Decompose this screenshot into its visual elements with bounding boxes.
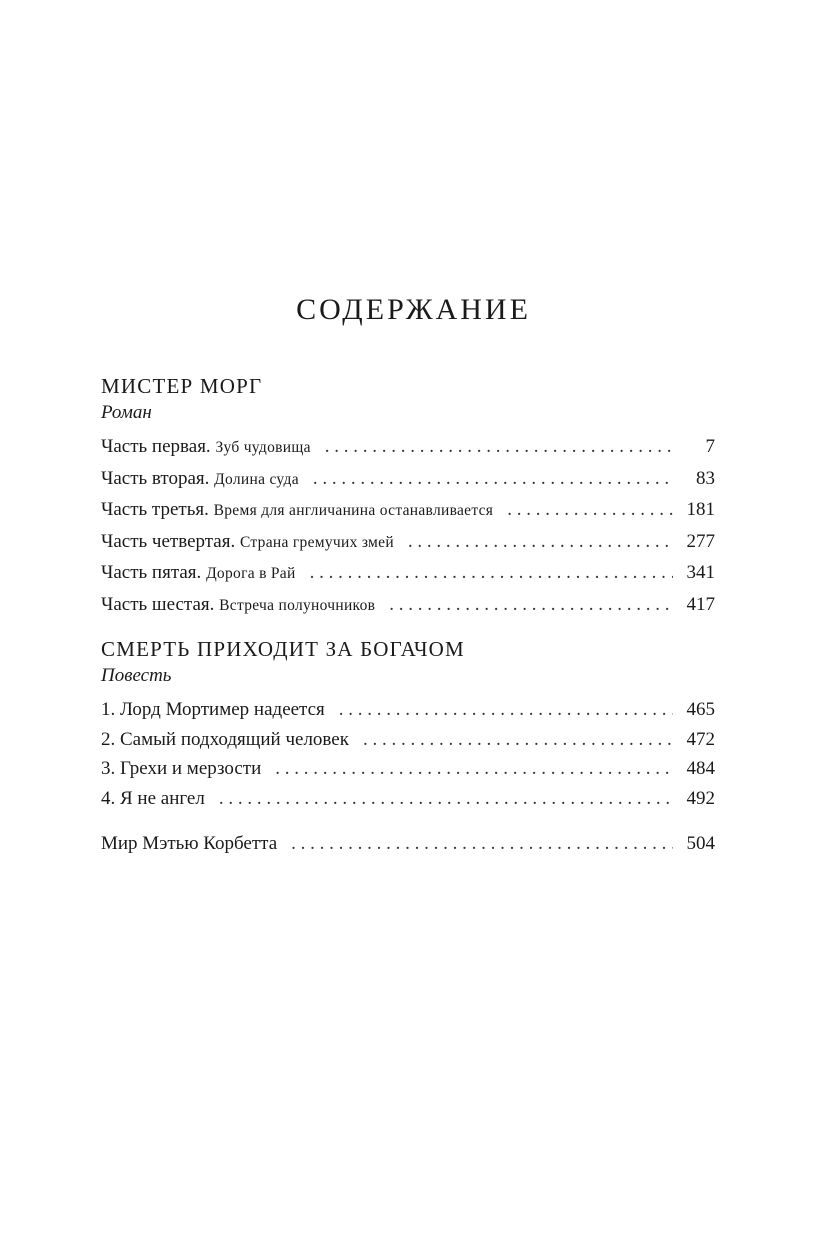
dot-leader [291, 829, 673, 860]
dot-leader [389, 590, 673, 621]
toc-entry[interactable] [101, 527, 715, 559]
section-subtitle: Роман [101, 402, 152, 423]
dot-leader [507, 495, 673, 526]
toc-entry[interactable] [101, 590, 715, 622]
page-number: 181 [686, 499, 715, 520]
page-number: 277 [686, 530, 715, 552]
toc-entry[interactable] [101, 784, 715, 814]
entry-label: 3. Грехи и мерзости [101, 758, 262, 779]
page-number: 504 [686, 833, 715, 854]
section-mister-morg [101, 372, 715, 621]
dot-leader [325, 432, 673, 463]
page-number: 492 [686, 787, 715, 809]
toc-entry[interactable] [101, 495, 715, 527]
page-number: 417 [686, 593, 715, 615]
toc-entry[interactable] [101, 754, 715, 784]
entry-label: Часть третья. Время для англичанина останавливается [101, 499, 494, 520]
entry-label: Часть вторая. Долина суда [101, 467, 299, 489]
section-smert-prihodit [101, 635, 715, 813]
entry-label: 4. Я не ангел [101, 787, 205, 809]
page-number: 472 [686, 728, 715, 750]
page-number: 83 [696, 467, 715, 489]
entry-label: Мир Мэтью Корбетта [101, 833, 278, 854]
page-number: 341 [686, 562, 715, 583]
section-title: МИСТЕР МОРГ [101, 374, 263, 398]
table-of-contents [101, 372, 715, 860]
entry-label: Часть пятая. Дорога в Рай [101, 562, 296, 583]
entry-label: Часть четвертая. Страна гремучих змей [101, 530, 394, 552]
toc-entry[interactable] [101, 695, 715, 725]
section-title: СМЕРТЬ ПРИХОДИТ ЗА БОГАЧОМ [101, 637, 465, 661]
page-number: 465 [686, 699, 715, 720]
dot-leader [275, 754, 673, 784]
page-title: СОДЕРЖАНИЕ [296, 293, 531, 326]
toc-entry[interactable] [101, 464, 715, 496]
section-subtitle: Повесть [101, 665, 172, 686]
toc-entry-final[interactable] [101, 829, 715, 860]
page-number: 484 [686, 758, 715, 779]
dot-leader [219, 784, 673, 814]
toc-entry[interactable] [101, 558, 715, 590]
dot-leader [313, 464, 673, 495]
dot-leader [339, 695, 673, 725]
entry-label: Часть первая. Зуб чудовища [101, 436, 311, 457]
dot-leader [363, 725, 673, 755]
entry-label: 1. Лорд Мортимер надеется [101, 699, 325, 720]
page-number: 7 [705, 436, 715, 457]
entry-label: 2. Самый подходящий человек [101, 728, 349, 750]
dot-leader [310, 558, 673, 589]
toc-entry[interactable] [101, 432, 715, 464]
dot-leader [408, 527, 673, 558]
entry-label: Часть шестая. Встреча полуночников [101, 593, 376, 615]
toc-entry[interactable] [101, 725, 715, 755]
